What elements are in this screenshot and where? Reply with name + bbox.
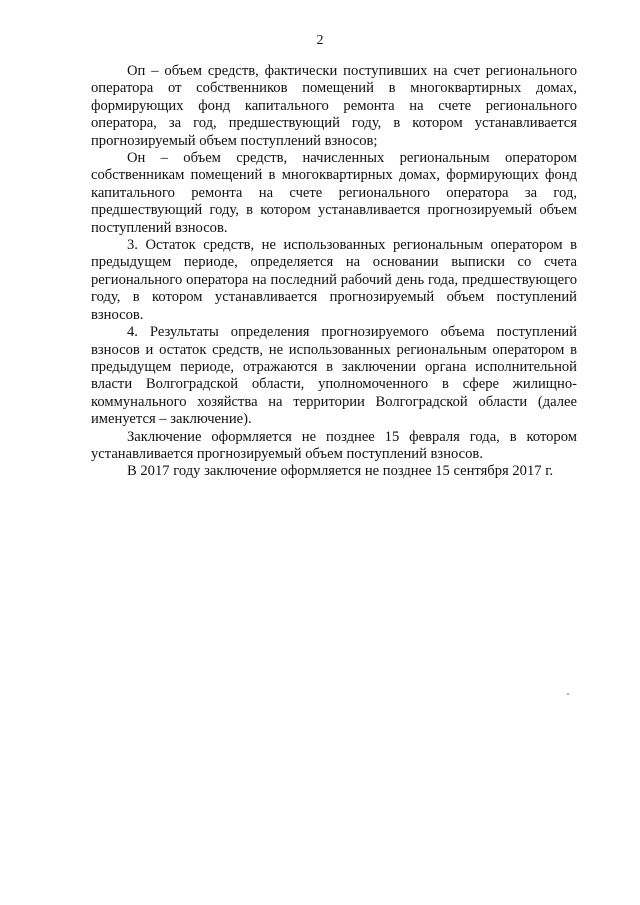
document-body xyxy=(91,63,577,481)
paragraph-2017-deadline: В 2017 году заключение оформляется не позднее 15 сентября 2017 г. xyxy=(127,463,554,480)
paragraph-conclusion-deadline: Заключение оформляется не позднее 15 февраля года, в котором устанавливается прогнозируемый объем поступлений взносов. xyxy=(91,428,577,462)
paragraph-item-3: 3. Остаток средств, не использованных региональным оператором в предыдущем периоде, определяется на основании выписки со счета регионального оператора на последний рабочий день года, предшествующего году, в котором устанавливается прогнозируемый объем поступлений взносов. xyxy=(91,237,577,323)
paragraph-op-definition: Оп – объем средств, фактически поступивших на счет регионального оператора от собственников помещений в многоквартирных домах, формирующих фонд капитального ремонта на счете регионального оператора, за год, предшествующий году, в котором устанавливается прогнозируемый объем поступлений взносов; xyxy=(91,63,577,149)
page-number: 2 xyxy=(316,33,324,48)
paragraph-on-definition: Он – объем средств, начисленных региональным оператором собственникам помещений в многоквартирных домах, формирующих фонд капитального ремонта на счете регионального оператора за год, предшествующий году, в котором устанавливается прогнозируемый объем поступлений взносов. xyxy=(91,150,577,236)
scan-artifact-dot xyxy=(567,693,569,695)
paragraph-item-4: 4. Результаты определения прогнозируемого объема поступлений взносов и остаток средств, не использованных региональным оператором в предыдущем периоде, отражаются в заключении органа исполнительной власти Волгоградской области, уполномоченного в сфере жилищно-коммунального хозяйства на территории Волгоградской области (далее именуется – заключение). xyxy=(91,324,577,428)
